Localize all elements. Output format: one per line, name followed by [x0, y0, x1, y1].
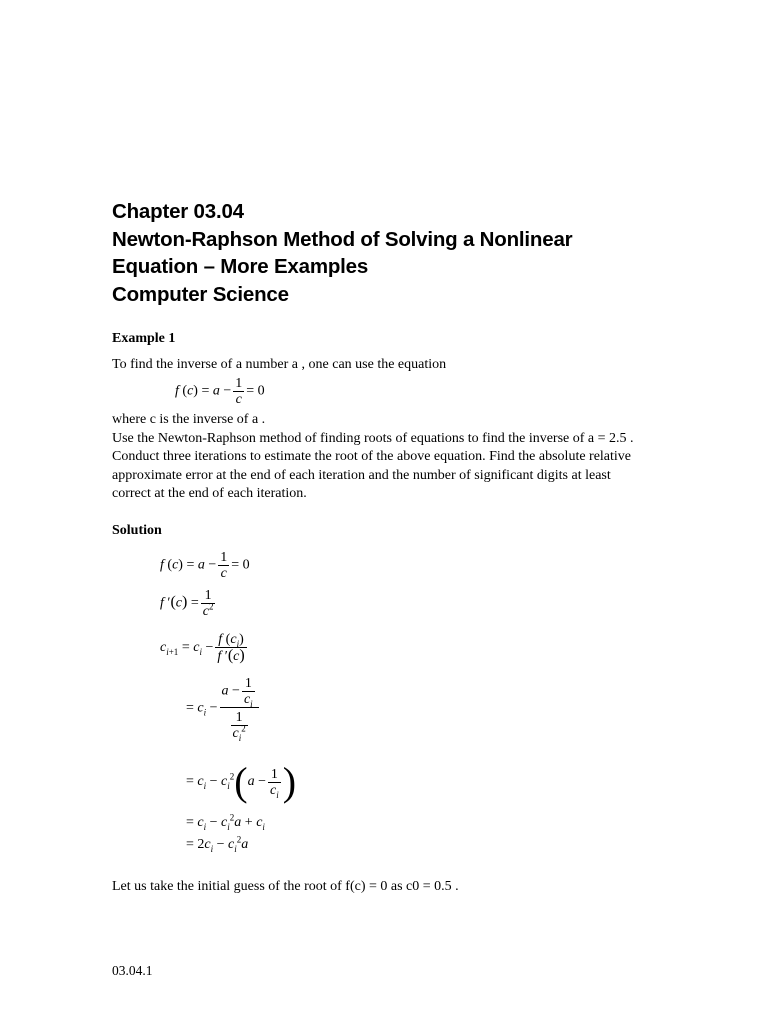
equation-simplify-3: = $2c_i - c_i^2a$ [186, 834, 249, 854]
page-number: 03.04.1 [112, 963, 153, 978]
equation-definition: f (c) = a − $\frac{1}{c}$ = 0 [175, 376, 265, 407]
equation-derivative: f ′(c) = $\frac{1}{c^2}$ [160, 588, 214, 619]
initial-guess-line: Let us take the initial guess of the root of f(c) = 0 as c0 = 0.5 . [112, 879, 459, 894]
problem-line-3: approximate error at the end of each iteration and the number of significant digits at least [112, 467, 611, 483]
equation-simplify-2: = $c_i - c_i^2a + c_i$ [186, 812, 265, 832]
intro-line: To find the inverse of a number a , one can use the equation [112, 357, 447, 372]
chapter-subject: Computer Science [112, 282, 289, 306]
equation-iteration: $c_{i+1} = c_i$ − $\frac{f (c_i)}{f '(c)}$ [160, 632, 245, 664]
chapter-title-line-2: Equation – More Examples [112, 255, 369, 278]
example-title: Example 1 [112, 331, 176, 346]
equation-substitution: = $c_i$ − a − $\frac{1}{c_i}$ $\frac{1}{c_i^2}$ [186, 676, 261, 741]
problem-line-2: Conduct three iterations to estimate the root of the above equation. Find the absolute relative [112, 449, 632, 465]
chapter-title-line-1: Newton-Raphson Method of Solving a Nonlinear [112, 227, 573, 251]
problem-line-4: correct at the end of each iteration. [112, 485, 307, 501]
solution-title: Solution [112, 523, 162, 538]
chapter-heading [112, 198, 572, 308]
equation-simplify-1: = $c_i - c_i^2(a$ − $\frac{1}{c_i}$ ) [186, 759, 297, 804]
problem-line-1: Use the Newton-Raphson method of finding roots of equations to find the inverse of a = 2.5 . [112, 431, 634, 446]
equation-f: f (c) = a − $\frac{1}{c}$ = 0 [160, 550, 250, 581]
where-line: where c is the inverse of a . [112, 412, 266, 427]
chapter-number: Chapter 03.04 [112, 200, 244, 223]
problem-statement [112, 430, 702, 503]
